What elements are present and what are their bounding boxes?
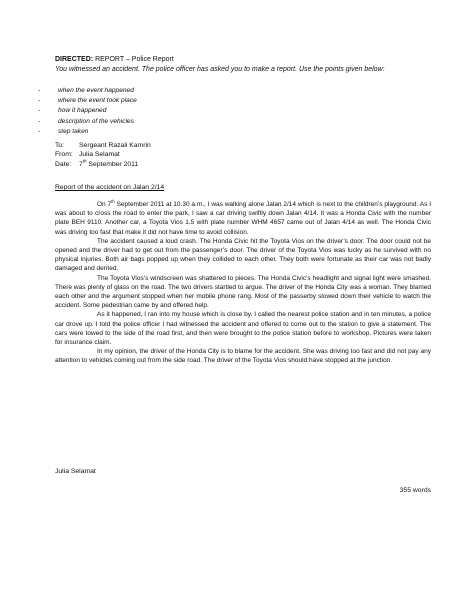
point-text: description of the vehicles [58, 117, 134, 125]
instruction-text: You witnessed an accident. The police officer has asked you to make a report. Use the points given below: [55, 66, 385, 73]
p1-start: On 7 [97, 201, 112, 208]
assignment-header [55, 55, 435, 75]
point-text: step taken [58, 127, 89, 135]
dash-bullet: - [38, 107, 41, 115]
dash-bullet: - [38, 127, 41, 135]
paragraph: The accident caused a loud crash. The Honda Civic hit the Toyota Vios on the driver’s door. The door could not be opened and the driver had to get out from the passenger’s door. The driver of the Toyota Vios was lucky as he survived with no physical injuries. Both air bags popped up when they collided to each other. They both were fortunate as their car was not badly damaged and dented. [55, 237, 431, 273]
points-list [38, 86, 137, 137]
from-value: Julia Selamat [79, 151, 120, 159]
paragraph: The Toyota Vios’s windscreen was shattered to pieces. The Honda Civic’s headlight and signal light were smashed. There was plenty of glass on the road. The two drivers startled to argue. The driver of the Honda City was a woman. They blamed each other and the argument stopped when her mobile phone rang. Most of the passerby slowed down their vehicle to watch the accident. Some pedestrian came by and offered help. [55, 274, 431, 310]
signature: Julia Selamat [55, 468, 96, 475]
paragraph: As it happened, I ran into my house which is close by. I called the nearest police station and in ten minutes, a police car drove up. I told the police officer I had witnessed the accident and offered to come out to the station to give a statement. The cars were towed to the side of the road first, and then were brought to the police station before to workshop. Pictures were taken for insurance claim. [55, 311, 431, 347]
date-day: 7 [79, 160, 83, 168]
to-value: Sergeant Razali Kamrin [79, 142, 151, 149]
paragraph [55, 200, 431, 237]
memo-to-row [55, 141, 151, 150]
to-label: To: [55, 142, 65, 149]
list-item [38, 86, 137, 96]
word-count: 355 words [399, 487, 431, 494]
memo-from-row [55, 150, 151, 159]
date-rest: September 2011 [86, 160, 139, 168]
p1-sup: th [111, 198, 115, 204]
directed-text: REPORT – Police Report [93, 56, 174, 63]
report-body [55, 200, 431, 366]
dash-bullet: - [38, 97, 41, 105]
dash-bullet: - [38, 117, 41, 125]
memo-block [55, 141, 151, 169]
paragraph: In my opinion, the driver of the Honda City is to blame for the accident. She was driving too fast and did not pay any attention to vehicles coming out from the side road. The driver of the Toyota Vios should have stopped at the junction. [55, 348, 431, 365]
point-text: when the event happened [58, 87, 134, 94]
point-text: where the event took place [58, 97, 137, 105]
report-title: Report of the accident on Jalan 2/14 [55, 184, 165, 191]
list-item [38, 127, 137, 137]
date-label: Date: [55, 160, 72, 168]
list-item [38, 117, 137, 127]
from-label: From: [55, 151, 73, 159]
point-text: how it happened [58, 107, 107, 115]
directed-label: DIRECTED: [55, 56, 94, 63]
date-suffix: th [82, 158, 87, 164]
dash-bullet: - [38, 87, 41, 94]
p1-rest: September 2011 at 10.30 a.m., I was walking alone Jalan 2/14 which is next to the children’s playground. As I was about to cross the road to enter the park, I saw a car driving swiftly down Jalan 4/14. It was a Honda Civic with the number plate BEH 9110. Another car, a Toyota Vios 1.5 with plate number WHM 4657 came out of Jalan 4/14 as well. The Honda Civic was driving too fast that make it did not have time to avoid collision. [55, 201, 432, 236]
memo-date-row [55, 160, 151, 169]
list-item [38, 96, 137, 106]
list-item [38, 106, 137, 116]
